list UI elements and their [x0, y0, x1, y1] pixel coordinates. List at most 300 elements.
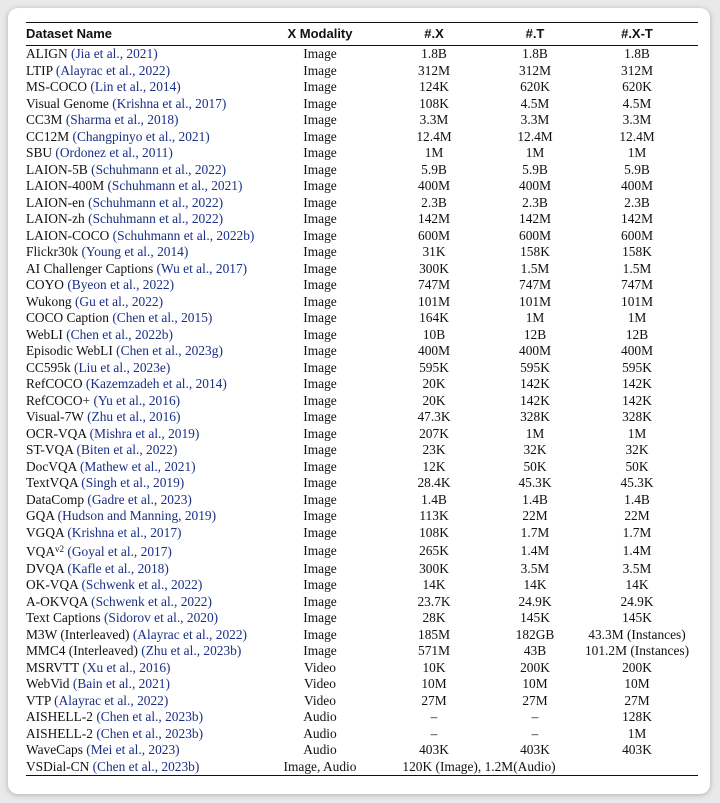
count-x-cell: 403K [419, 742, 449, 757]
citation: (Schuhmann et al., 2022b) [112, 227, 255, 243]
count-x-cell: 1M [424, 145, 444, 160]
modality-cell: Image [303, 643, 337, 658]
citation: (Biten et al., 2022) [76, 442, 178, 457]
dataset-name-cell [26, 96, 266, 113]
count-t-cell: 142M [519, 211, 551, 226]
dataset-name-cell [26, 442, 266, 459]
count-x-cell: 10B [422, 326, 446, 342]
modality-cell: Video [304, 676, 336, 691]
dataset-name: DVQA [26, 560, 64, 576]
citation: (Jia et al., 2021) [71, 46, 158, 61]
dataset-name: OCR-VQA [26, 425, 87, 441]
modality-cell: Image [303, 161, 337, 177]
count-x-t-cell: 12.4M [619, 128, 655, 144]
citation: (Liu et al., 2023e) [74, 359, 171, 375]
table-row [26, 63, 698, 80]
table-body [26, 46, 698, 776]
modality-cell: Image [303, 626, 337, 642]
count-x-t-cell: 747M [621, 277, 653, 292]
citation: (Schwenk et al., 2022) [91, 593, 212, 609]
dataset-name-cell [26, 676, 266, 693]
count-x-cell: 265K [419, 542, 449, 558]
count-x-t-cell: 10M [624, 676, 650, 691]
modality-cell: Image [303, 260, 337, 276]
count-x-t-cell: 3.3M [622, 112, 652, 127]
count-x-cell: 312M [418, 62, 450, 78]
dataset-name: M3W (Interleaved) [26, 626, 130, 642]
count-x-cell: 185M [418, 626, 450, 642]
dataset-name-cell [26, 294, 266, 311]
count-x-cell: 47.3K [417, 409, 451, 424]
count-x-t-cell: 3.5M [622, 560, 652, 576]
citation: (Chen et al., 2023g) [116, 343, 223, 358]
count-x-cell: 164K [419, 310, 449, 325]
count-t-cell: 400M [519, 178, 551, 193]
count-x-cell: – [430, 725, 438, 741]
citation: (Chen et al., 2015) [112, 310, 213, 325]
dataset-name: TextVQA [26, 475, 78, 490]
count-x-t-cell: 1.5M [622, 260, 652, 276]
count-x-t-cell: 14K [625, 577, 649, 592]
table-row [26, 294, 698, 311]
dataset-name: A-OKVQA [26, 593, 88, 609]
dataset-name-cell [26, 112, 266, 129]
count-t-cell: 45.3K [518, 475, 552, 490]
dataset-name-cell [26, 277, 266, 294]
citation: (Gu et al., 2022) [74, 293, 164, 309]
count-x-t-cell: 4.5M [622, 95, 652, 111]
count-t-cell: 12B [523, 326, 547, 342]
dataset-name-cell [26, 63, 266, 80]
count-t-cell: 50K [523, 458, 547, 474]
count-x-t-cell: 101M [621, 293, 653, 309]
citation: (Chen et al., 2023b) [96, 709, 204, 724]
dataset-name: ALIGN [26, 46, 68, 61]
count-t-cell: 1.8B [522, 46, 548, 61]
count-t-cell: 24.9K [518, 593, 552, 609]
modality-cell: Image [303, 491, 337, 507]
table-row [26, 492, 698, 509]
table-row [26, 360, 698, 377]
count-t-cell: 3.5M [520, 560, 550, 576]
count-t-cell: – [531, 725, 539, 741]
dataset-name: VGQA [26, 524, 64, 540]
table-row [26, 459, 698, 476]
table-row [26, 376, 698, 393]
count-t-cell: 1M [525, 310, 545, 325]
count-x-cell: 12.4M [416, 128, 452, 144]
table-row [26, 610, 698, 627]
dataset-name-cell [26, 709, 266, 726]
citation: (Zhu et al., 2023b) [141, 643, 242, 658]
count-x-cell: 571M [418, 643, 450, 658]
modality-cell: Image [303, 79, 337, 94]
count-t-cell: 101M [519, 293, 551, 309]
count-x-cell: 27M [421, 692, 447, 708]
count-x-cell: 12K [422, 458, 446, 474]
count-t-cell: 747M [519, 277, 551, 292]
count-x-cell: 747M [418, 277, 450, 292]
count-x-t-cell: 32K [625, 442, 649, 457]
count-x-t-cell: 128K [622, 709, 652, 724]
modality-cell: Audio [303, 742, 337, 757]
modality-cell: Image [303, 128, 337, 144]
dataset-name-cell [26, 310, 266, 327]
modality-cell: Image [303, 244, 337, 259]
citation: (Sharma et al., 2018) [65, 112, 179, 127]
count-t-cell: 1.4M [520, 542, 550, 558]
count-x-cell: 108K [419, 524, 449, 540]
dataset-name: LTIP [26, 62, 53, 78]
count-x-t-cell: 1.4B [624, 491, 650, 507]
dataset-table [26, 22, 698, 776]
citation: (Bain et al., 2021) [72, 676, 170, 691]
count-t-cell: 22M [522, 508, 548, 523]
count-t-cell: 5.9B [522, 161, 548, 177]
dataset-name-cell [26, 195, 266, 212]
dataset-name: COCO Caption [26, 310, 109, 325]
dataset-name-cell [26, 492, 266, 509]
modality-cell: Image [303, 577, 337, 592]
modality-cell: Image [303, 442, 337, 457]
dataset-name: AISHELL-2 [26, 725, 93, 741]
citation: (Zhu et al., 2016) [87, 409, 181, 424]
count-x-cell: 1.8B [421, 46, 447, 61]
count-x-cell: 23.7K [417, 593, 451, 609]
count-x-t-cell: 400M [621, 343, 653, 358]
dataset-name: CC595k [26, 359, 71, 375]
modality-cell: Audio [303, 725, 337, 741]
table-row [26, 129, 698, 146]
modality-cell: Image [303, 326, 337, 342]
table-row [26, 79, 698, 96]
modality-cell: Image [303, 524, 337, 540]
count-x-t-cell: 45.3K [620, 475, 654, 490]
citation: (Wu et al., 2017) [156, 260, 248, 276]
table-row [26, 508, 698, 525]
count-x-t-cell: 200K [622, 659, 652, 675]
count-x-cell: 5.9B [421, 161, 447, 177]
dataset-name: SBU [26, 145, 53, 160]
count-x-t-cell: 1.8B [624, 46, 650, 61]
citation: (Goyal et al., 2017) [67, 544, 172, 559]
citation: (Young et al., 2014) [81, 244, 189, 259]
table-row [26, 393, 698, 410]
count-t-cell: 400M [519, 343, 551, 358]
dataset-name: MMC4 (Interleaved) [26, 643, 138, 658]
count-t-cell: 142K [520, 392, 550, 408]
count-x-t-cell: 2.3B [624, 194, 650, 210]
dataset-name-cell [26, 426, 266, 443]
dataset-name: LAION-5B [26, 161, 88, 177]
dataset-name-superscript: v2 [55, 544, 65, 554]
count-t-cell: 10M [522, 676, 548, 691]
dataset-name-cell [26, 508, 266, 525]
dataset-name-cell [26, 376, 266, 393]
citation: (Changpinyo et al., 2021) [72, 128, 210, 144]
table-row [26, 426, 698, 443]
count-t-cell: 32K [523, 442, 547, 457]
count-t-cell: 43B [523, 643, 547, 658]
citation: (Schuhmann et al., 2022) [91, 161, 227, 177]
count-x-t-cell: 12B [625, 326, 649, 342]
paper-table-card [8, 8, 710, 794]
citation: (Kazemzadeh et al., 2014) [85, 376, 227, 391]
table-row [26, 561, 698, 578]
dataset-name-cell [26, 577, 266, 594]
count-t-cell: 12.4M [517, 128, 553, 144]
count-t-cell: 145K [520, 610, 550, 625]
count-x-t-cell: 1M [627, 145, 647, 160]
table-row [26, 442, 698, 459]
count-x-cell: 595K [419, 359, 449, 375]
modality-cell: Image [303, 95, 337, 111]
dataset-name-cell [26, 525, 266, 542]
header-dataset-name: Dataset Name [26, 25, 112, 41]
count-x-cell: 124K [419, 79, 449, 94]
dataset-name: Wukong [26, 293, 72, 309]
dataset-name: ST-VQA [26, 442, 74, 457]
modality-cell: Image [303, 409, 337, 424]
count-t-cell: 1.7M [520, 524, 550, 540]
dataset-name-cell [26, 541, 266, 561]
table-header [26, 23, 698, 46]
header-num-x-t: #.X-T [621, 25, 653, 41]
count-x-t-cell: 5.9B [624, 161, 650, 177]
dataset-name-cell [26, 393, 266, 410]
citation: (Lin et al., 2014) [90, 79, 181, 94]
modality-cell: Video [304, 659, 336, 675]
count-t-cell: 3.3M [520, 112, 550, 127]
modality-cell: Image [303, 112, 337, 127]
citation: (Krishna et al., 2017) [67, 524, 182, 540]
count-t-cell: 2.3B [522, 194, 548, 210]
modality-cell: Image [303, 359, 337, 375]
dataset-name-cell [26, 261, 266, 278]
dataset-name-cell [26, 360, 266, 377]
count-x-t-cell: 1M [627, 425, 647, 441]
dataset-name: MSRVTT [26, 659, 79, 675]
count-x-t-cell: 142M [621, 211, 653, 226]
count-x-cell: 300K [419, 260, 449, 276]
count-t-cell: 1M [525, 425, 545, 441]
dataset-name-cell [26, 475, 266, 492]
dataset-name: LAION-COCO [26, 227, 110, 243]
count-t-cell: 4.5M [520, 95, 550, 111]
table-row [26, 178, 698, 195]
dataset-name-cell [26, 594, 266, 611]
modality-cell: Image [303, 211, 337, 226]
dataset-name: COYO [26, 277, 64, 292]
modality-cell: Image [303, 145, 337, 160]
citation: (Schuhmann et al., 2021) [107, 178, 243, 193]
count-x-t-cell: 595K [622, 359, 652, 375]
dataset-name-cell [26, 643, 266, 660]
table-row [26, 96, 698, 113]
citation: (Chen et al., 2023b) [92, 758, 200, 774]
count-x-cell: 14K [422, 577, 446, 592]
dataset-name-cell [26, 244, 266, 261]
citation: (Schuhmann et al., 2022) [88, 194, 224, 210]
count-t-cell: 600M [519, 227, 551, 243]
table-row [26, 195, 698, 212]
citation: (Alayrac et al., 2022) [132, 626, 247, 642]
count-x-cell: 1.4B [421, 491, 447, 507]
table-row [26, 475, 698, 492]
dataset-name: RefCOCO [26, 376, 83, 391]
dataset-name: LAION-400M [26, 178, 105, 193]
table-row [26, 693, 698, 710]
table-row [26, 310, 698, 327]
table-row [26, 228, 698, 245]
table-row [26, 594, 698, 611]
count-t-cell: 182GB [515, 626, 555, 642]
table-row [26, 244, 698, 261]
count-x-cell: 142M [418, 211, 450, 226]
dataset-name: VSDial-CN [26, 758, 90, 774]
count-x-t-cell: 312M [621, 62, 653, 78]
count-t-cell: 142K [520, 376, 550, 391]
count-x-cell: 20K [422, 392, 446, 408]
modality-cell: Image [303, 560, 337, 576]
dataset-name: VQA [26, 544, 56, 559]
dataset-name-cell [26, 79, 266, 96]
count-x-cell: 23K [422, 442, 446, 457]
count-x-cell: 400M [418, 343, 450, 358]
dataset-name-cell [26, 178, 266, 195]
header-num-x: #.X [424, 25, 444, 41]
dataset-name: Text Captions [26, 610, 101, 625]
dataset-name-cell [26, 627, 266, 644]
citation: (Alayrac et al., 2022) [55, 62, 171, 78]
count-x-cell: 10K [422, 659, 446, 675]
citation: (Sidorov et al., 2020) [103, 610, 219, 625]
count-x-t-cell: 27M [624, 692, 650, 708]
count-t-cell: 328K [520, 409, 550, 424]
citation: (Mei et al., 2023) [86, 742, 180, 757]
count-x-cell: 101M [418, 293, 450, 309]
count-x-cell: 400M [418, 178, 450, 193]
count-x-t-cell: 1.7M [622, 524, 652, 540]
dataset-name: AI Challenger Captions [26, 260, 154, 276]
dataset-name-cell [26, 145, 266, 162]
count-t-cell: 1.5M [520, 260, 550, 276]
citation: (Byeon et al., 2022) [67, 277, 175, 292]
modality-cell: Image [303, 46, 337, 61]
citation: (Gadre et al., 2023) [87, 491, 192, 507]
dataset-name: LAION-zh [26, 211, 85, 226]
modality-cell: Image [303, 277, 337, 292]
citation: (Xu et al., 2016) [82, 659, 171, 675]
dataset-name-cell [26, 759, 266, 776]
citation: (Kafle et al., 2018) [67, 560, 169, 576]
count-x-t-cell: 24.9K [620, 593, 654, 609]
dataset-name-cell [26, 343, 266, 360]
table-row [26, 660, 698, 677]
dataset-name-cell [26, 610, 266, 627]
dataset-name-cell [26, 228, 266, 245]
dataset-name-cell [26, 409, 266, 426]
count-x-t-cell: 22M [624, 508, 650, 523]
dataset-name-cell [26, 693, 266, 710]
table-row [26, 577, 698, 594]
modality-cell: Image [303, 508, 337, 523]
dataset-name-cell [26, 327, 266, 344]
citation: (Alayrac et al., 2022) [54, 692, 169, 708]
table-row [26, 759, 698, 776]
table-row [26, 409, 698, 426]
dataset-name-cell [26, 561, 266, 578]
modality-cell: Image [303, 458, 337, 474]
modality-cell: Image [303, 293, 337, 309]
count-t-cell: 158K [520, 244, 550, 259]
dataset-name: Flickr30k [26, 244, 79, 259]
empty-cell [576, 759, 698, 776]
table-row [26, 742, 698, 759]
modality-cell: Audio [303, 709, 337, 724]
modality-cell: Image [303, 425, 337, 441]
modality-cell: Image [303, 227, 337, 243]
dataset-name-cell [26, 660, 266, 677]
citation: (Schuhmann et al., 2022) [88, 211, 224, 226]
modality-cell: Image [303, 376, 337, 391]
dataset-name: OK-VQA [26, 577, 79, 592]
dataset-name-cell [26, 46, 266, 63]
dataset-name: MS-COCO [26, 79, 88, 94]
dataset-name: DocVQA [26, 458, 77, 474]
table-row [26, 676, 698, 693]
count-x-t-cell: 403K [622, 742, 652, 757]
count-x-t-cell: 145K [622, 610, 652, 625]
table-row [26, 277, 698, 294]
dataset-name: WebVid [26, 676, 70, 691]
modality-cell: Image [303, 392, 337, 408]
dataset-name: CC12M [26, 128, 70, 144]
count-t-cell: 595K [520, 359, 550, 375]
count-t-cell: 200K [520, 659, 550, 675]
count-x-cell: 31K [422, 244, 446, 259]
count-x-t-cell: 50K [625, 458, 649, 474]
modality-cell: Image [303, 475, 337, 490]
dataset-name: Episodic WebLI [26, 343, 113, 358]
dataset-name-cell [26, 129, 266, 146]
count-x-t-cell: 142K [622, 392, 652, 408]
count-x-t-cell: 600M [621, 227, 653, 243]
count-x-t-cell: 158K [622, 244, 652, 259]
count-x-t-cell: 1M [627, 310, 647, 325]
count-x-cell: 207K [419, 425, 449, 441]
count-t-cell: 1.4B [522, 491, 548, 507]
modality-cell: Image [303, 542, 337, 558]
table-row [26, 726, 698, 743]
dataset-name: LAION-en [26, 194, 85, 210]
count-t-cell: 1M [525, 145, 545, 160]
count-x-t-cell: 328K [622, 409, 652, 424]
count-x-t-cell: 1M [627, 725, 647, 741]
count-x-cell: 3.3M [419, 112, 449, 127]
dataset-name-cell [26, 211, 266, 228]
table-row [26, 541, 698, 561]
count-x-cell: 10M [421, 676, 447, 691]
table-row [26, 327, 698, 344]
table-row [26, 145, 698, 162]
citation: (Chen et al., 2022b) [66, 326, 173, 342]
dataset-name: VTP [26, 692, 51, 708]
modality-cell: Video [304, 692, 336, 708]
modality-cell: Image, Audio [283, 758, 357, 774]
count-x-cell: 600M [418, 227, 450, 243]
dataset-name: DataComp [26, 491, 85, 507]
